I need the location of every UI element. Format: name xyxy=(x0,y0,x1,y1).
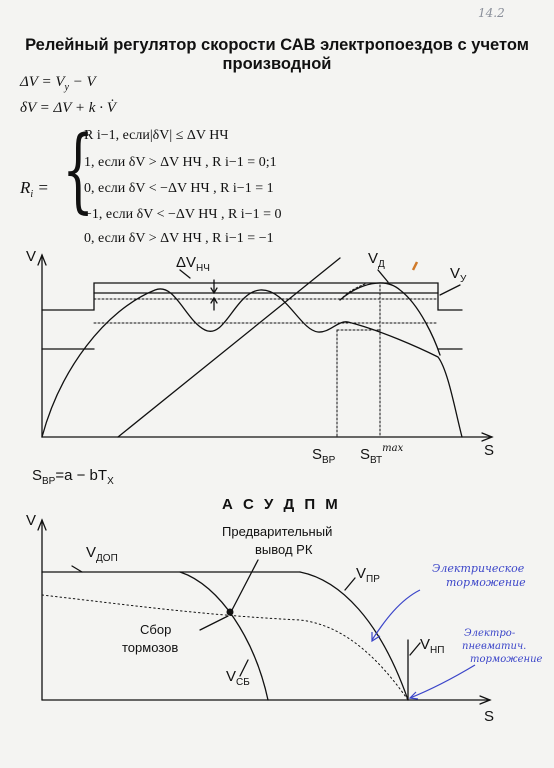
sbor-label-1: Сбор xyxy=(140,622,172,637)
cases-lhs: $R_i$ = xyxy=(20,178,49,200)
formula-small-delta-v: δV = ΔV + k · V̇ xyxy=(20,100,116,116)
sbor-label-2: тормозов xyxy=(122,640,179,655)
vnp-label: $V_{НП}$ xyxy=(420,636,445,656)
chart2-x-label: S xyxy=(484,708,495,725)
page-title: Релейный регулятор скорости САВ электропоездов с учетом производной xyxy=(25,36,529,73)
svr-label: $S_{ВР}$ xyxy=(312,446,336,466)
note-ep-1: Электро- xyxy=(464,628,516,639)
chart1-x-label: S xyxy=(484,442,495,459)
case-row-4: −1, если δV < −ΔV НЧ , R i−1 = 0 xyxy=(84,207,282,222)
diagonal-line xyxy=(118,258,340,437)
vsb-curve xyxy=(180,572,268,700)
case-row-3: 0, если δV < −ΔV НЧ , R i−1 = 1 xyxy=(84,181,274,196)
speed-curve xyxy=(42,289,462,437)
formula-delta-v: $\Delta V = V_у - V$ xyxy=(20,74,96,93)
preliminary-label-2: вывод РК xyxy=(255,542,313,557)
vpr-curve xyxy=(300,572,408,700)
vsb-label: $V_{СБ}$ xyxy=(226,668,250,688)
case-row-5: 0, если δV > ΔV НЧ , R i−1 = −1 xyxy=(84,231,274,246)
vdop-label: $V_{ДОП}$ xyxy=(86,544,118,564)
ep-brake-arrow xyxy=(410,665,475,698)
note-electric-2: торможение xyxy=(446,576,526,589)
section2-title: А С У Д П М xyxy=(222,496,341,513)
vd-label: $V_Д$ xyxy=(368,250,385,270)
vy-line xyxy=(42,283,462,310)
chart1-y-label: V xyxy=(26,248,37,265)
case-row-2: 1, если δV > ΔV НЧ , R i−1 = 0;1 xyxy=(84,155,277,170)
case-row-1: R i−1, если|δV| ≤ ΔV НЧ xyxy=(84,128,229,143)
svt-label: $S_{ВТ}^{max}$ xyxy=(360,443,404,466)
note-electric-1: Электрическое xyxy=(432,562,525,575)
preliminary-label-1: Предварительный xyxy=(222,524,333,539)
elec-brake-arrow xyxy=(372,590,420,640)
page-number: 14.2 xyxy=(478,6,505,20)
brake-assembly-point xyxy=(227,609,234,616)
note-ep-3: торможение xyxy=(470,654,543,665)
note-ep-2: пневматич. xyxy=(462,641,527,652)
delta-v-label: $\Delta V_{НЧ}$ xyxy=(176,254,210,274)
chart2-y-label: V xyxy=(26,512,37,529)
vd-curve xyxy=(340,283,440,355)
svr-formula: $S_{ВР}=a - bT_X$ xyxy=(32,467,114,487)
preliminary-curve xyxy=(42,595,408,700)
vpr-label: $V_{ПР}$ xyxy=(356,565,380,585)
vy-label: $V_У$ xyxy=(450,265,467,285)
cases-brace: { xyxy=(62,116,95,223)
